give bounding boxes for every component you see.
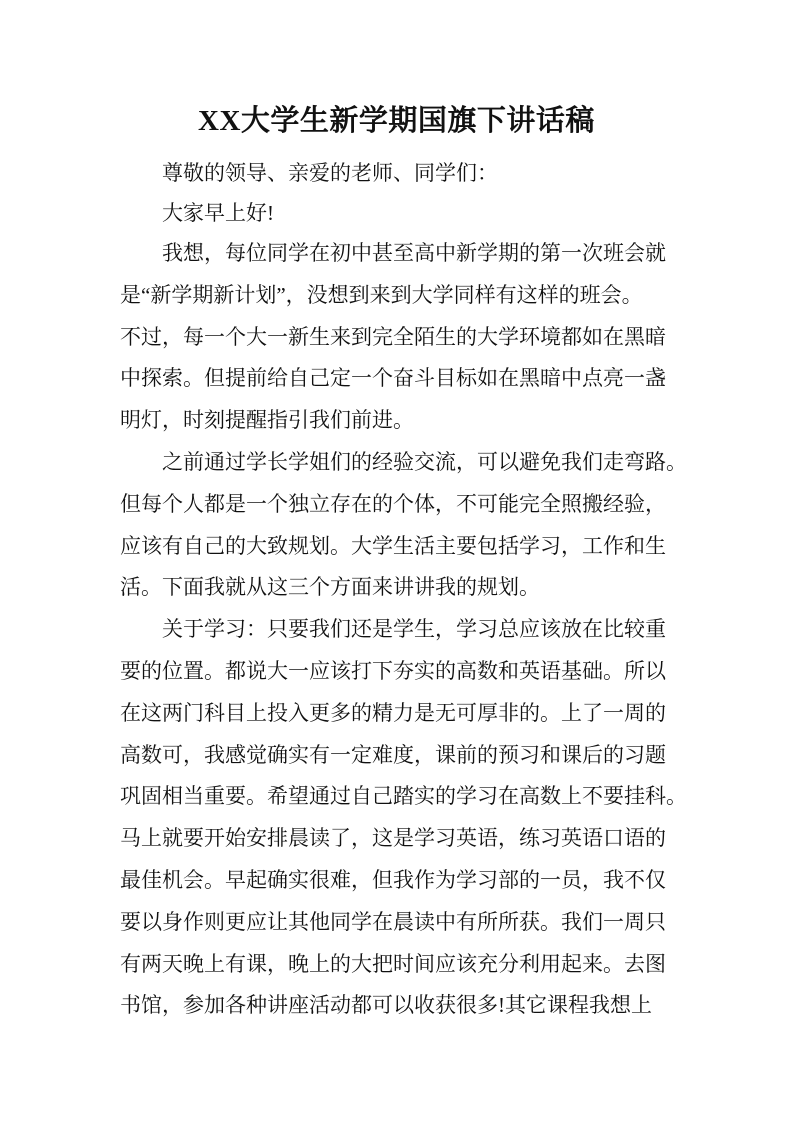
text-line: 不过，每一个大一新生来到完全陌生的大学环境都如在黑暗	[120, 324, 666, 349]
text-line: 明灯，时刻提醒指引我们前进。	[120, 408, 414, 433]
text-line: 之前通过学长学姐们的经验交流，可以避免我们走弯路。	[162, 449, 687, 474]
text-line: 我想，每位同学在初中甚至高中新学期的第一次班会就	[162, 241, 666, 265]
text-line: 有两天晚上有课，晚上的大把时间应该充分利用起来。去图	[120, 951, 666, 976]
text-line: 应该有自己的大致规划。大学生活主要包括学习，工作和生	[120, 533, 666, 558]
text-line: 关于学习：只要我们还是学生，学习总应该放在比较重	[162, 617, 666, 642]
text-line: 但每个人都是一个独立存在的个体，不可能完全照搬经验，	[120, 491, 666, 516]
text-line: 书馆，参加各种讲座活动都可以收获很多!其它课程我想上	[120, 993, 652, 1018]
text-line: 要以身作则更应让其他同学在晨读中有所所获。我们一周只	[120, 909, 666, 934]
text-line: 中探索。但提前给自己定一个奋斗目标如在黑暗中点亮一盏	[120, 366, 666, 391]
text-line: 最佳机会。早起确实很难，但我作为学习部的一员，我不仅	[120, 867, 666, 892]
document-body	[120, 158, 690, 1032]
text-line: 巩固相当重要。希望通过自己踏实的学习在高数上不要挂科。	[120, 784, 687, 809]
text-line: 活。下面我就从这三个方面来讲讲我的规划。	[120, 575, 540, 600]
text-line: 马上就要开始安排晨读了，这是学习英语，练习英语口语的	[120, 826, 666, 851]
salutation: 尊敬的领导、亲爱的老师、同学们：	[162, 161, 498, 185]
text-line: 是“新学期新计划”，没想到来到大学同样有这样的班会。	[120, 282, 643, 307]
text-line: 高数可，我感觉确实有一定难度，课前的预习和课后的习题	[120, 742, 666, 767]
text-line: 在这两门科目上投入更多的精力是无可厚非的。上了一周的	[120, 700, 666, 725]
document-title: XX大学生新学期国旗下讲话稿	[198, 105, 595, 137]
text-line: 要的位置。都说大一应该打下夯实的高数和英语基础。所以	[120, 658, 666, 683]
greeting: 大家早上好!	[162, 201, 274, 225]
